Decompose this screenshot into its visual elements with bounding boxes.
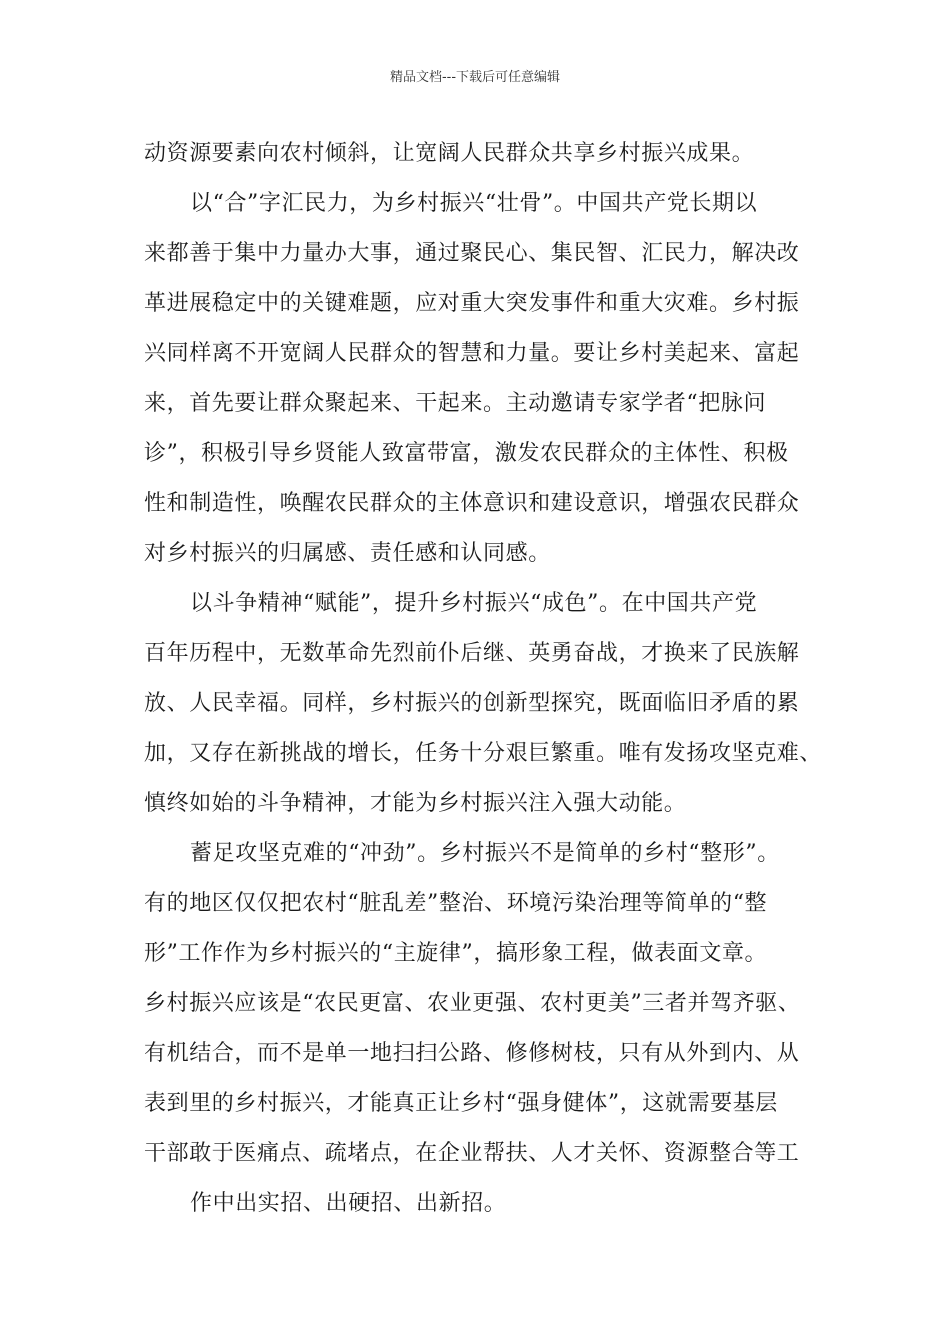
text-line: 百年历程中，无数革命先烈前仆后继、英勇奋战，才换来了民族解 bbox=[144, 641, 800, 666]
text-line: 有的地区仅仅把农村“脏乱差”整治、环境污染治理等简单的“整 bbox=[144, 891, 768, 916]
running-header: 精品文档---下载后可任意编辑 bbox=[389, 70, 561, 85]
text-line: 动资源要素向农村倾斜，让宽阔人民群众共享乡村振兴成果。 bbox=[144, 141, 755, 166]
text-line: 革进展稳定中的关键难题，应对重大突发事件和重大灾难。乡村振 bbox=[144, 291, 800, 316]
body-text bbox=[144, 129, 823, 1229]
text-line: 诊”，积极引导乡贤能人致富带富，激发农民群众的主体性、积极 bbox=[144, 441, 789, 466]
paragraph-first-line: 以斗争精神“赋能”，提升乡村振兴“成色”。在中国共产党 bbox=[190, 591, 758, 616]
text-line: 乡村振兴应该是“农民更富、农业更强、农村更美”三者并驾齐驱、 bbox=[144, 991, 801, 1016]
text-line: 表到里的乡村振兴，才能真正让乡村“强身健体”，这就需要基层 bbox=[144, 1091, 778, 1116]
text-line: 兴同样离不开宽阔人民群众的智慧和力量。要让乡村美起来、富起 bbox=[144, 341, 800, 366]
text-line: 作中出实招、出硬招、出新招。 bbox=[190, 1191, 507, 1216]
paragraph-first-line: 蓄足攻坚克难的“冲劲”。乡村振兴不是简单的乡村“整形”。 bbox=[190, 841, 780, 866]
text-line: 对乡村振兴的归属感、责任感和认同感。 bbox=[144, 541, 551, 566]
text-line: 来都善于集中力量办大事，通过聚民心、集民智、汇民力，解决改 bbox=[144, 241, 800, 266]
text-line: 有机结合，而不是单一地扫扫公路、修修树枝，只有从外到内、从 bbox=[144, 1041, 800, 1066]
text-line: 来，首先要让群众聚起来、干起来。主动邀请专家学者“把脉问 bbox=[144, 391, 767, 416]
text-line: 慎终如始的斗争精神，才能为乡村振兴注入强大动能。 bbox=[144, 791, 687, 816]
text-line: 加，又存在新挑战的增长，任务十分艰巨繁重。唯有发扬攻坚克难、 bbox=[144, 741, 823, 766]
text-line: 放、人民幸福。同样，乡村振兴的创新型探究，既面临旧矛盾的累 bbox=[144, 691, 800, 716]
paragraph-first-line: 以“合”字汇民力，为乡村振兴“壮骨”。中国共产党长期以 bbox=[190, 191, 758, 216]
text-line: 性和制造性，唤醒农民群众的主体意识和建设意识，增强农民群众 bbox=[144, 491, 800, 516]
text-line: 形”工作作为乡村振兴的“主旋律”，搞形象工程，做表面文章。 bbox=[144, 941, 768, 966]
text-line: 干部敢于医痛点、疏堵点，在企业帮扶、人才关怀、资源整合等工 bbox=[144, 1141, 800, 1166]
